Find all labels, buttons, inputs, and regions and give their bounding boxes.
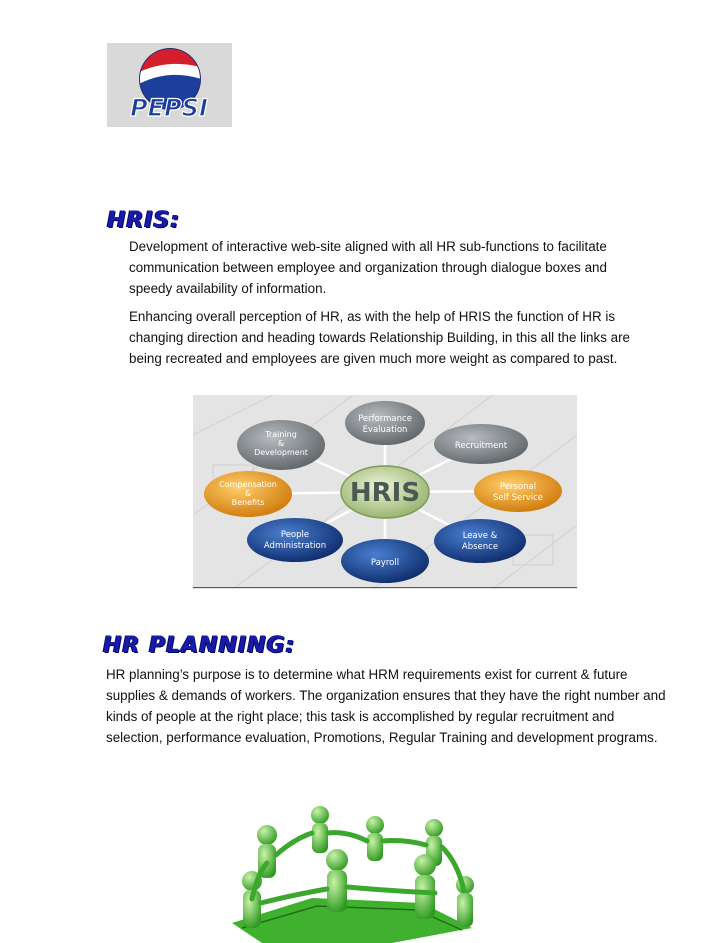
diagram-node-compensation-benefits: [204, 471, 292, 517]
people-circle-puzzle-icon: [222, 803, 480, 943]
svg-text:People: People: [280, 530, 310, 540]
hr-planning-paragraph: HR planning’s purpose is to determine what HRM requirements exist for current & future supplies & demands of workers. The organization ensures that they have the right number and kinds of people at the right place; this task is accomplished by regular recruitment and selection, performance evaluation, Promotions, Regular Training and development programs.: [106, 667, 666, 745]
svg-text:Training: Training: [265, 430, 297, 439]
hris-heading: HRIS:: [107, 208, 181, 233]
svg-text:&: &: [244, 489, 252, 498]
svg-text:Benefits: Benefits: [231, 498, 265, 507]
svg-text:Administration: Administration: [263, 541, 327, 551]
hris-diagram: [193, 395, 577, 589]
svg-text:Evaluation: Evaluation: [362, 425, 408, 435]
svg-text:Absence: Absence: [461, 542, 499, 552]
svg-text:Leave &: Leave &: [462, 531, 498, 541]
diagram-baseline: [193, 587, 577, 588]
diagram-node-leave-absence: [434, 519, 526, 563]
svg-text:Development: Development: [254, 448, 308, 457]
svg-text:Payroll: Payroll: [370, 558, 400, 568]
hris-paragraph-2: Enhancing overall perception of HR, as with the help of HRIS the function of HR is changing direction and heading towards Relationship Building, in this all the links are being recreated and employees are given much more weight as compared to past.: [129, 309, 630, 366]
hr-planning-heading: HR PLANNING:: [103, 633, 296, 658]
diagram-node-people-administration: [247, 518, 343, 562]
svg-text:Performance: Performance: [358, 414, 412, 424]
diagram-node-performance-evaluation: [345, 401, 425, 445]
svg-text:Self Service: Self Service: [492, 493, 544, 503]
svg-text:Personal: Personal: [499, 482, 537, 492]
pepsi-globe-icon: [107, 43, 232, 127]
diagram-node-recruitment: [434, 424, 528, 464]
diagram-node-personal-self-service: [474, 470, 562, 512]
svg-text:Compensation: Compensation: [219, 480, 277, 489]
svg-text:&: &: [277, 439, 285, 448]
svg-text:Recruitment: Recruitment: [454, 441, 508, 451]
diagram-node-payroll: [341, 539, 429, 583]
pepsi-wordmark: PEPSI: [130, 94, 208, 122]
hris-paragraph-1: Development of interactive web-site aligned with all HR sub-functions to facilitate communication between employee and organization through dialogue boxes and speedy availability of information.: [129, 239, 607, 296]
pepsi-logo: [107, 43, 232, 127]
diagram-node-training-development: [237, 420, 325, 470]
diagram-center-label: HRIS: [349, 478, 421, 508]
